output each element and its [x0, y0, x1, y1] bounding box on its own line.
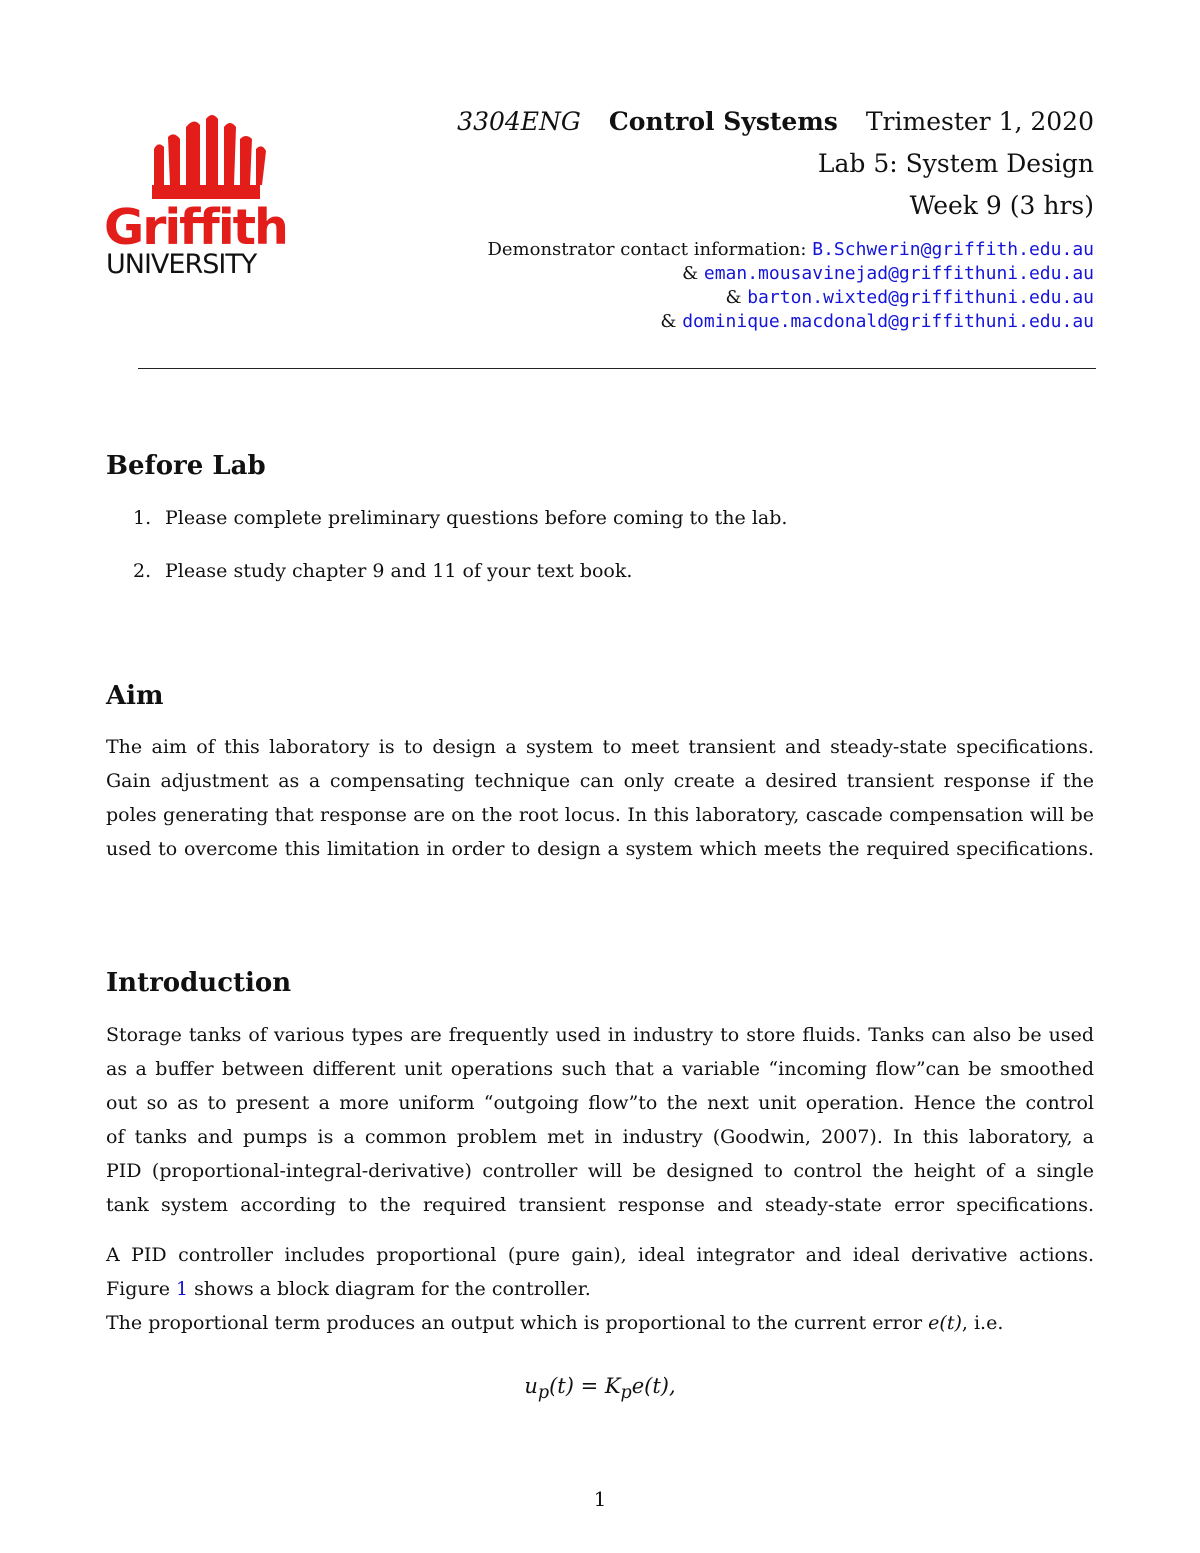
- contact-line-4: [660, 310, 1094, 334]
- email-link-3[interactable]: barton.wixted@griffithuni.edu.au: [747, 287, 1094, 308]
- text-span: The proportional term produces an output which is proportional to the current error: [106, 1312, 929, 1334]
- griffith-logo: [104, 113, 304, 281]
- list-item: [133, 505, 787, 531]
- math-inline: e(t): [928, 1312, 962, 1334]
- amp: &: [682, 263, 699, 284]
- introduction-heading: Introduction: [106, 968, 292, 998]
- list-item-number: 1.: [133, 507, 152, 529]
- aim-heading: Aim: [106, 681, 164, 711]
- amp: &: [660, 311, 677, 332]
- text-line: Gain adjustment as a compensating technique can only create a desired transient response if the: [106, 770, 1094, 792]
- contact-line-3: [725, 286, 1094, 310]
- text-line: out so as to present a more uniform “outgoing flow”to the next unit operation. Hence the control: [106, 1092, 1094, 1114]
- text-line: poles generating that response are on the root locus. In this laboratory, cascade compensation will be: [106, 804, 1094, 826]
- text-line: used to overcome this limitation in order to design a system which meets the required specifications.: [106, 838, 1094, 860]
- term: Trimester 1, 2020: [865, 107, 1094, 136]
- text-line: A PID controller includes proportional (pure gain), ideal integrator and ideal derivative actions.: [106, 1244, 1094, 1266]
- text-line: PID (proportional-integral-derivative) controller will be designed to control the height of a single: [106, 1160, 1094, 1182]
- figure-ref-link[interactable]: 1: [176, 1278, 189, 1300]
- equation-text: $u_p(t) = K_pe(t)$,: [524, 1374, 676, 1404]
- text-line: as a buffer between different unit operations such that a variable “incoming flow”can be smoothed: [106, 1058, 1094, 1080]
- text-line: The aim of this laboratory is to design a system to meet transient and steady-state specifications.: [106, 736, 1094, 758]
- text-line: [106, 1306, 1094, 1340]
- lab-title: Lab 5: System Design: [817, 149, 1094, 178]
- text-line: [106, 1272, 1094, 1306]
- text-line: tank system according to the required transient response and steady-state error specifications.: [106, 1194, 1094, 1216]
- contact-label: Demonstrator contact information:: [487, 239, 807, 260]
- intro-paragraph-1: [106, 1018, 1094, 1222]
- contact-line-1: [487, 238, 1094, 262]
- logo-wordmark: Griffith: [104, 199, 287, 256]
- list-item-text: Please complete preliminary questions before coming to the lab.: [165, 507, 788, 529]
- email-link-4[interactable]: dominique.macdonald@griffithuni.edu.au: [682, 311, 1094, 332]
- course-header: [457, 106, 1094, 138]
- text-span: shows a block diagram for the controller.: [188, 1278, 591, 1300]
- text-span: Figure: [106, 1278, 177, 1300]
- page-number: 1: [593, 1487, 607, 1511]
- text-line: of tanks and pumps is a common problem met in industry (Goodwin, 2007). In this laboratory, a: [106, 1126, 1094, 1148]
- equation: [0, 1374, 1200, 1403]
- list-item-text: Please study chapter 9 and 11 of your text book.: [165, 560, 633, 582]
- intro-paragraph-2: [106, 1238, 1094, 1340]
- text-line: Storage tanks of various types are frequently used in industry to store fluids. Tanks can also be used: [106, 1024, 1094, 1046]
- aim-paragraph: [106, 730, 1094, 866]
- email-link-1[interactable]: B.Schwerin@griffith.edu.au: [812, 239, 1094, 260]
- header-divider: [138, 368, 1096, 369]
- amp: &: [725, 287, 742, 308]
- before-lab-heading: Before Lab: [106, 451, 266, 481]
- text-span: , i.e.: [961, 1312, 1004, 1334]
- list-item-number: 2.: [133, 560, 152, 582]
- list-item: [133, 558, 632, 584]
- course-name: Control Systems: [608, 107, 838, 136]
- logo-subtext: UNIVERSITY: [106, 249, 257, 280]
- course-code: 3304ENG: [457, 107, 581, 136]
- email-link-2[interactable]: eman.mousavinejad@griffithuni.edu.au: [703, 263, 1094, 284]
- logo-crest-icon: [104, 113, 304, 203]
- lab-week: Week 9 (3 hrs): [909, 191, 1094, 220]
- contact-line-2: [682, 262, 1094, 286]
